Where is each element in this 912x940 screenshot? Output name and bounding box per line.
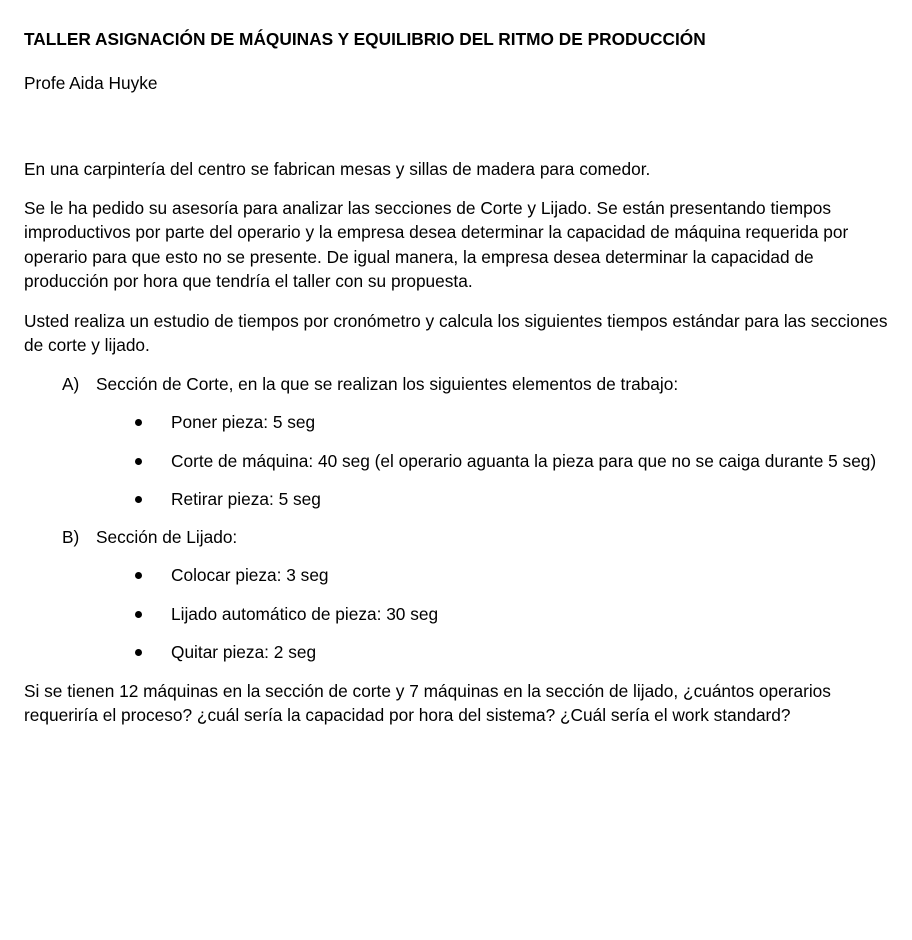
list-item xyxy=(24,410,894,435)
bullet-icon xyxy=(135,496,142,503)
list-item-text: Quitar pieza: 2 seg xyxy=(171,642,317,662)
context-paragraph: Se le ha pedido su asesoría para analizar las secciones de Corte y Lijado. Se están presentando tiempos improductivos por parte del operario y la empresa desea determinar la capacidad de máquina requerida por operario para que esto no se presente. De igual manera, la empresa desea determinar la capacidad de producción por hora que tendría el taller con su propuesta. xyxy=(24,197,849,291)
study-paragraph: Usted realiza un estudio de tiempos por cronómetro y calcula los siguientes tiempos estándar para las secciones de corte y lijado. xyxy=(24,310,888,355)
final-question: Si se tienen 12 máquinas en la sección de corte y 7 máquinas en la sección de lijado, ¿cuántos operarios requeriría el proceso? ¿cuál sería la capacidad por hora del sistema? ¿Cuál sería el work standard? xyxy=(24,680,831,725)
bullet-icon xyxy=(135,611,142,618)
list-item xyxy=(24,640,894,665)
document-page xyxy=(24,24,894,728)
list-item xyxy=(24,563,894,588)
lijado-element-list xyxy=(24,563,894,665)
section-corte xyxy=(24,372,894,397)
list-item xyxy=(24,449,894,474)
list-item-text: Poner pieza: 5 seg xyxy=(171,412,316,432)
corte-element-list xyxy=(24,410,894,512)
bullet-icon xyxy=(135,419,142,426)
list-item-text: Retirar pieza: 5 seg xyxy=(171,489,321,509)
section-heading: Sección de Lijado: xyxy=(96,526,238,547)
author-line: Profe Aida Huyke xyxy=(24,73,158,93)
document-title: TALLER ASIGNACIÓN DE MÁQUINAS Y EQUILIBRIO DEL RITMO DE PRODUCCIÓN xyxy=(24,29,706,49)
bullet-icon xyxy=(135,649,142,656)
intro-paragraph: En una carpintería del centro se fabrican mesas y sillas de madera para comedor. xyxy=(24,159,651,179)
bullet-icon xyxy=(135,572,142,579)
list-item-text: Colocar pieza: 3 seg xyxy=(171,565,329,585)
section-label: B) xyxy=(62,526,80,547)
section-lijado xyxy=(24,525,894,550)
list-item-text: Lijado automático de pieza: 30 seg xyxy=(171,603,439,624)
list-item xyxy=(24,487,894,512)
list-item-text: Corte de máquina: 40 seg (el operario aguanta la pieza para que no se caiga durante 5 seg) xyxy=(171,450,877,471)
section-label: A) xyxy=(62,373,80,394)
bullet-icon xyxy=(135,458,142,465)
section-heading: Sección de Corte, en la que se realizan los siguientes elementos de trabajo: xyxy=(96,373,679,394)
list-item xyxy=(24,602,894,627)
